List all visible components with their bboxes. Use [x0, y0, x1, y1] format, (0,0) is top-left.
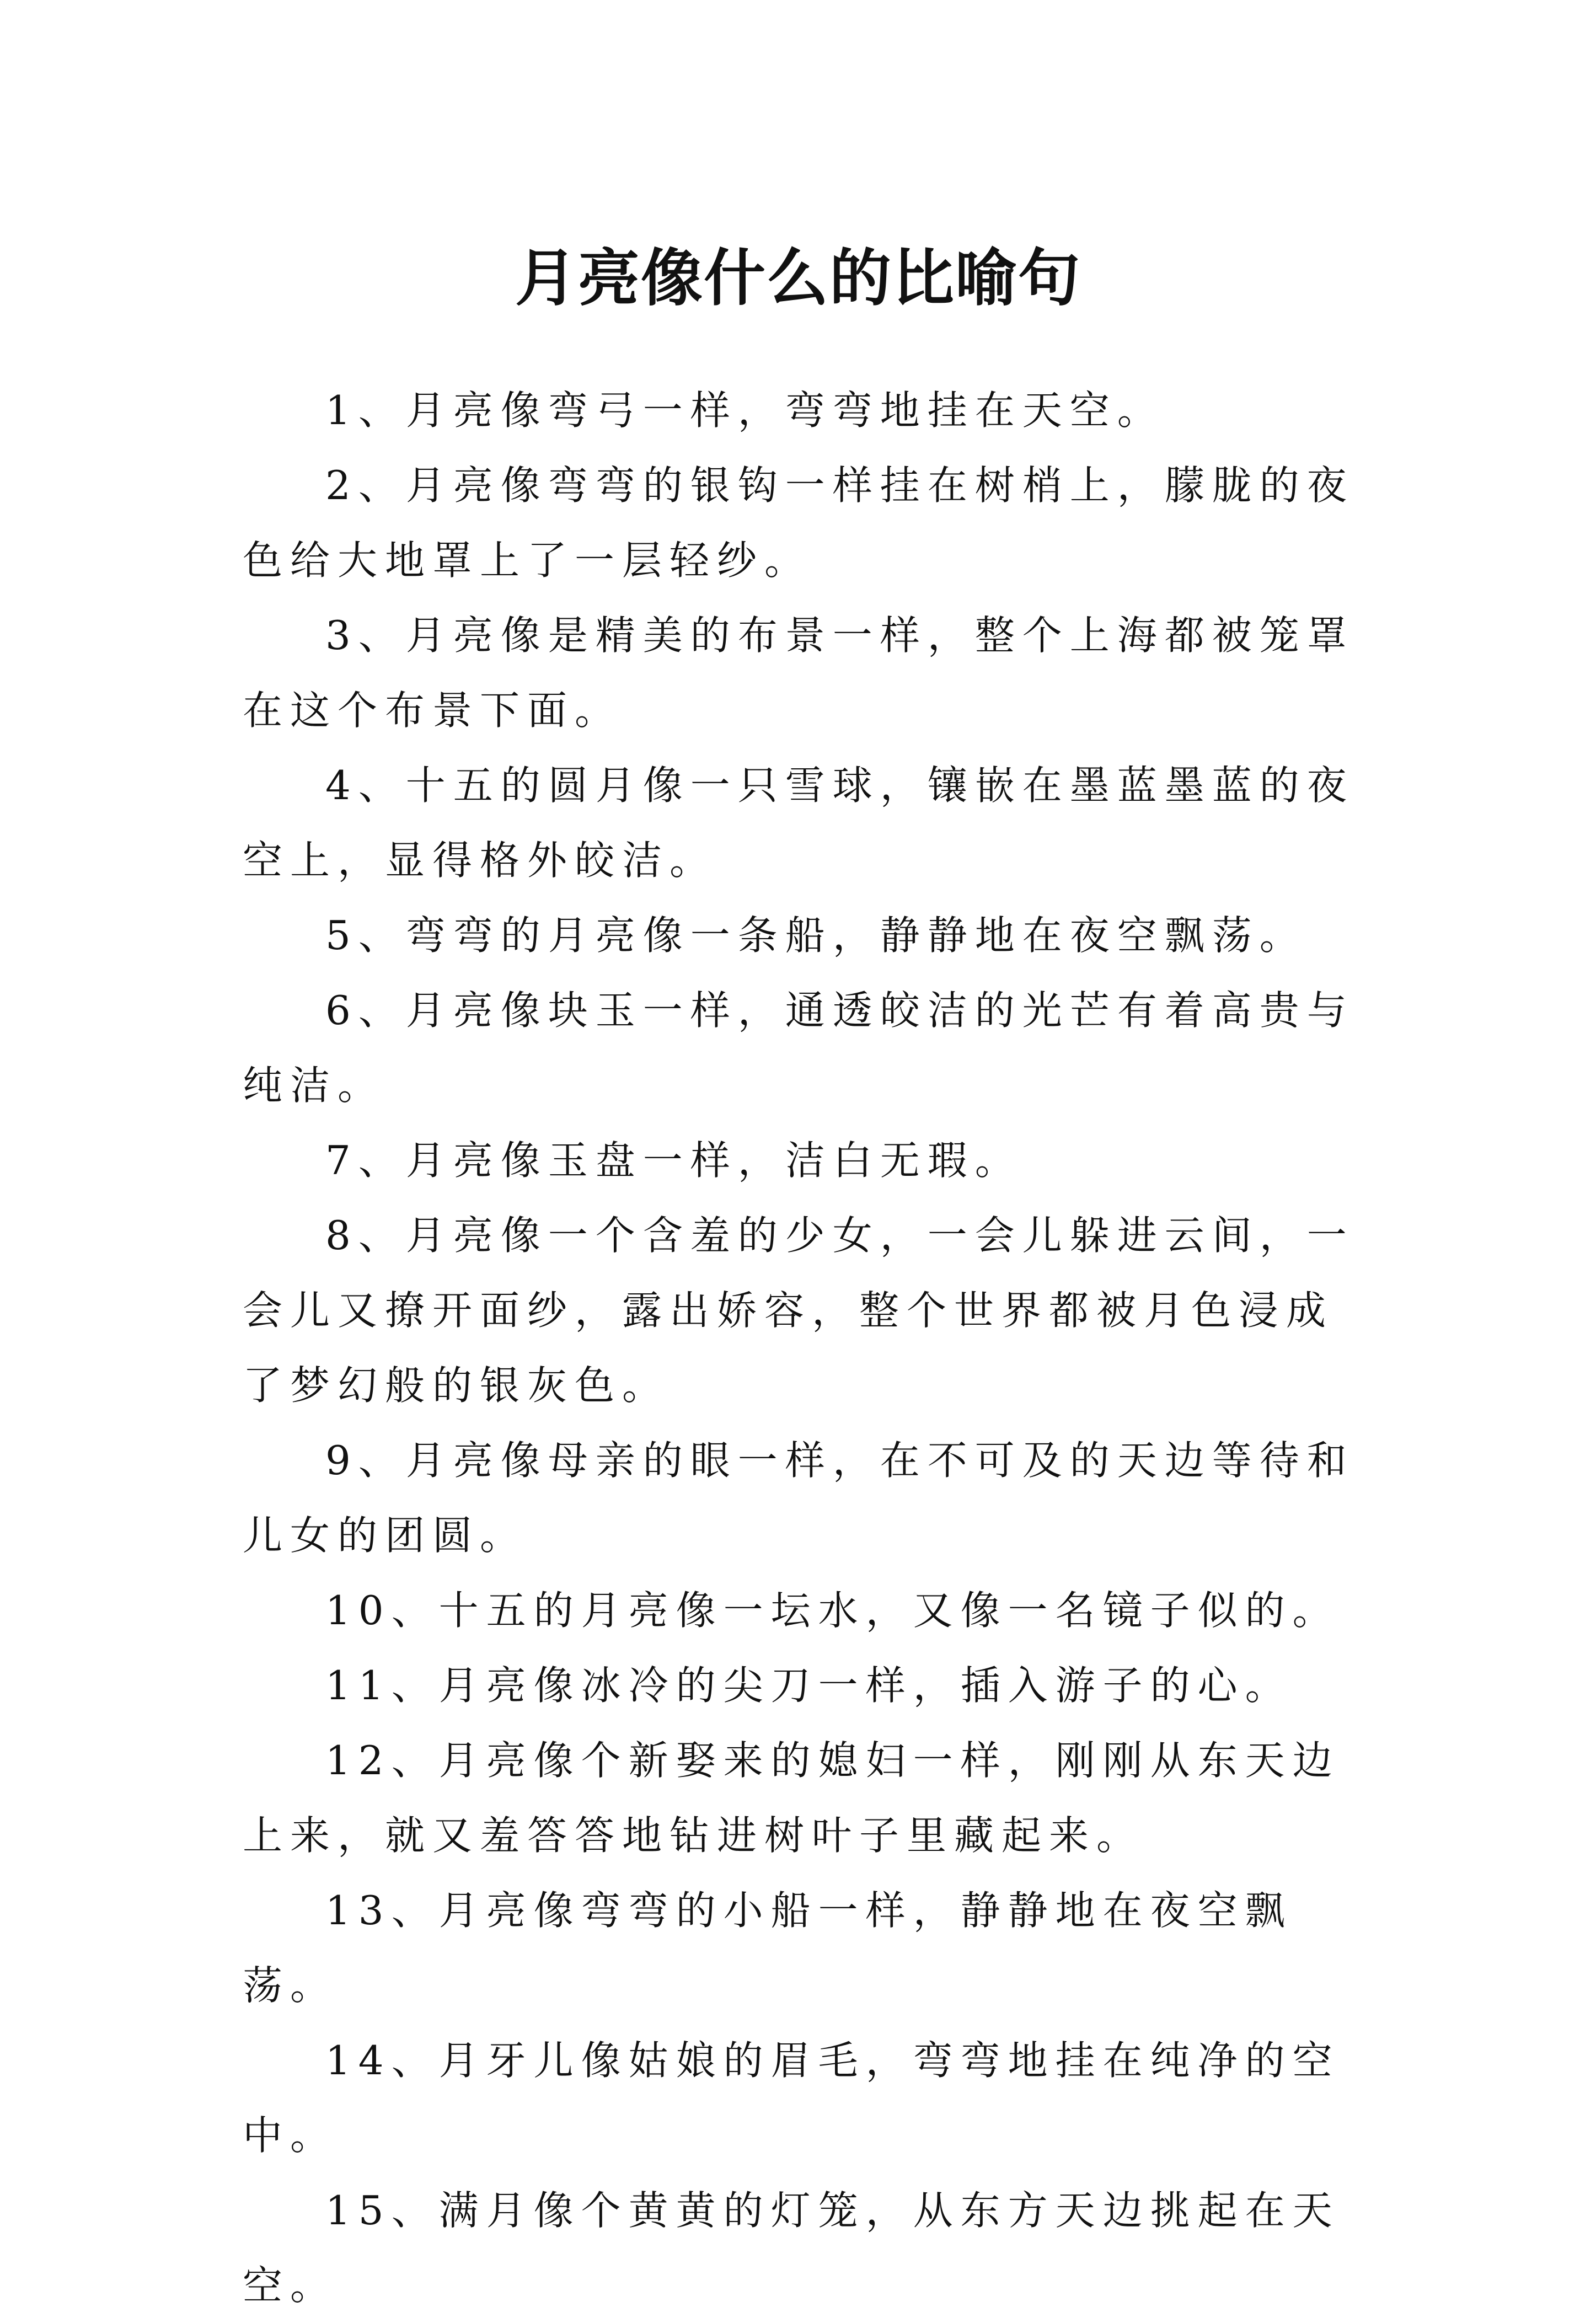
paragraph-10: 10、十五的月亮像一坛水，又像一名镜子似的。: [325, 1587, 1340, 1634]
page-title: 月亮像什么的比喻句: [515, 243, 1081, 315]
paragraph-13: 13、月亮像弯弯的小船一样，静静地在夜空飘荡。: [243, 1887, 1293, 2009]
paragraph-7: 7、月亮像玉盘一样，洁白无瑕。: [325, 1137, 1022, 1184]
paragraph-6: 6、月亮像块玉一样，通透皎洁的光芒有着高贵与纯洁。: [243, 987, 1354, 1109]
paragraph-5: 5、弯弯的月亮像一条船，静静地在夜空飘荡。: [325, 912, 1307, 959]
paragraph-15: 15、满月像个黄黄的灯笼，从东方天边挑起在天空。: [243, 2187, 1340, 2309]
paragraph-8: 8、月亮像一个含羞的少女，一会儿躲进云间，一会儿又撩开面纱，露出娇容，整个世界都被月色浸成了梦幻般的银灰色。: [243, 1212, 1354, 1409]
paragraph-12: 12、月亮像个新娶来的媳妇一样，刚刚从东天边上来，就又羞答答地钻进树叶子里藏起来。: [243, 1737, 1340, 1859]
paragraph-14: 14、月牙儿像姑娘的眉毛，弯弯地挂在纯净的空中。: [243, 2037, 1340, 2159]
paragraph-1: 1、月亮像弯弓一样，弯弯地挂在天空。: [325, 387, 1165, 433]
paragraph-9: 9、月亮像母亲的眼一样，在不可及的天边等待和儿女的团圆。: [243, 1437, 1354, 1559]
paragraph-11: 11、月亮像冰冷的尖刀一样，插入游子的心。: [325, 1662, 1293, 1709]
document-body: [243, 373, 1379, 2323]
paragraph-3: 3、月亮像是精美的布景一样，整个上海都被笼罩在这个布景下面。: [243, 612, 1354, 734]
paragraph-2: 2、月亮像弯弯的银钩一样挂在树梢上，朦胧的夜色给大地罩上了一层轻纱。: [243, 462, 1354, 584]
paragraph-4: 4、十五的圆月像一只雪球，镶嵌在墨蓝墨蓝的夜空上，显得格外皎洁。: [243, 762, 1354, 884]
